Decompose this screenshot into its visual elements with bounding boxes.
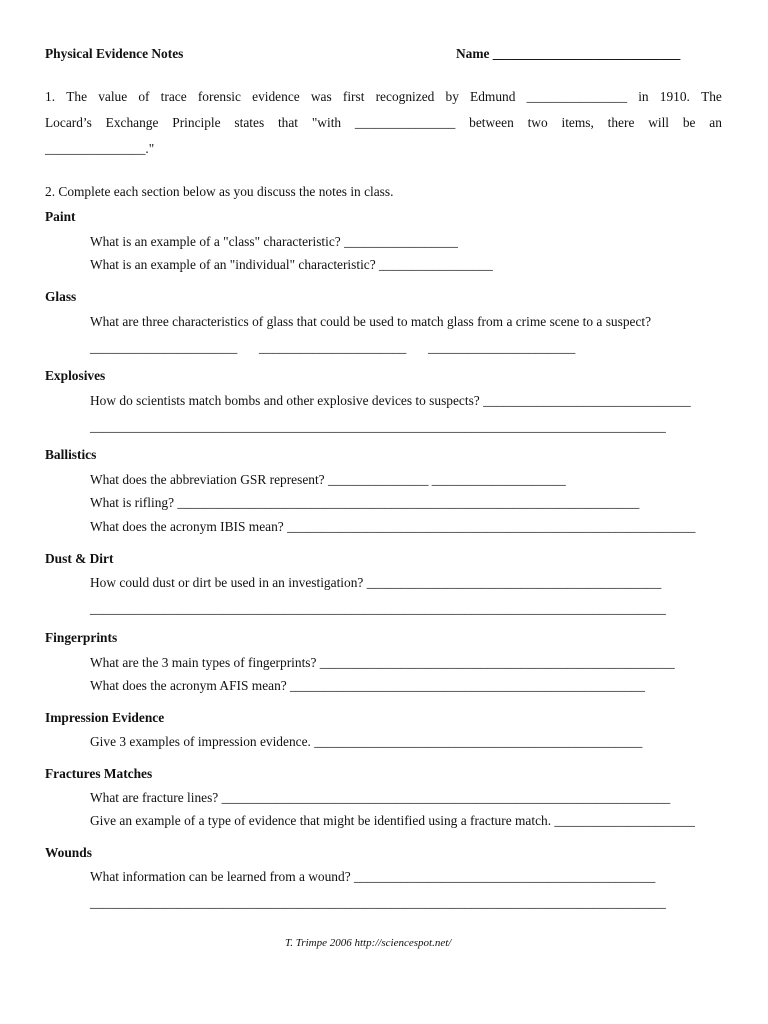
question-1-word: Edmund: [470, 89, 516, 104]
fingerprints-question-afis[interactable]: What does the acronym AFIS mean? _____________________________________________________: [90, 678, 645, 693]
ballistics-question-ibis[interactable]: What does the acronym IBIS mean? _____________________________________________________________: [90, 519, 696, 534]
ballistics-question-gsr[interactable]: What does the abbreviation GSR represent? _______________ ____________________: [90, 472, 566, 487]
question-1-word: states: [234, 115, 265, 130]
question-1-word: Exchange: [105, 115, 159, 130]
question-1-line-3: _______________.": [45, 141, 155, 156]
question-1-word: 1.: [45, 89, 56, 104]
wounds-question[interactable]: What information can be learned from a wound? _____________________________________________: [90, 869, 656, 884]
section-heading-fingerprints: Fingerprints: [45, 630, 118, 645]
question-1-word: Principle: [172, 115, 221, 130]
wounds-answer-line[interactable]: ______________________________________________________________________________________: [90, 895, 666, 910]
explosives-answer-line[interactable]: ______________________________________________________________________________________: [90, 419, 666, 434]
explosives-question[interactable]: How do scientists match bombs and other explosive devices to suspects? _______________________________: [90, 393, 691, 408]
question-1-word: of: [138, 89, 150, 104]
question-1-word: _______________: [354, 115, 456, 130]
question-1-word: forensic: [197, 89, 241, 104]
question-1-word: there: [607, 115, 635, 130]
question-1-word: value: [98, 89, 128, 104]
section-heading-dust: Dust & Dirt: [45, 551, 114, 566]
section-heading-impression: Impression Evidence: [45, 710, 165, 725]
question-1-word: two: [527, 115, 548, 130]
question-1-word: by: [445, 89, 459, 104]
glass-blank-3[interactable]: ______________________: [428, 340, 576, 355]
worksheet-title: Physical Evidence Notes: [45, 46, 184, 61]
question-1-word: recognized: [375, 89, 435, 104]
section-heading-paint: Paint: [45, 209, 76, 224]
question-1-line-2: [45, 115, 722, 131]
section-heading-explosives: Explosives: [45, 368, 106, 383]
question-1-word: Locard’s: [45, 115, 92, 130]
question-1-word: trace: [160, 89, 187, 104]
section-heading-ballistics: Ballistics: [45, 447, 97, 462]
question-1-word: The: [66, 89, 88, 104]
glass-blank-1[interactable]: ______________________: [90, 340, 238, 355]
fractures-question-lines[interactable]: What are fracture lines? ___________________________________________________________________: [90, 790, 671, 805]
question-2-intro: 2. Complete each section below as you discuss the notes in class.: [45, 184, 394, 199]
footer-credit: T. Trimpe 2006 http://sciencespot.net/: [285, 937, 452, 949]
impression-question[interactable]: Give 3 examples of impression evidence. _________________________________________________: [90, 734, 643, 749]
paint-question-class[interactable]: What is an example of a "class" characteristic? _________________: [90, 234, 458, 249]
question-1-word: an: [709, 115, 722, 130]
paint-question-individual[interactable]: What is an example of an "individual" characteristic? _________________: [90, 257, 493, 272]
dust-answer-line[interactable]: ______________________________________________________________________________________: [90, 601, 666, 616]
question-1-word: evidence: [252, 89, 300, 104]
glass-question: What are three characteristics of glass that could be used to match glass from a crime scene to a suspect?: [90, 314, 652, 329]
fingerprints-question-types[interactable]: What are the 3 main types of fingerprints? _____________________________________________________: [90, 655, 675, 670]
section-heading-wounds: Wounds: [45, 845, 92, 860]
section-heading-fractures: Fractures Matches: [45, 766, 153, 781]
question-1-word: _______________: [526, 89, 628, 104]
question-1-word: be: [682, 115, 696, 130]
ballistics-question-rifling[interactable]: What is rifling? _____________________________________________________________________: [90, 495, 640, 510]
question-1-word: "with: [311, 115, 342, 130]
question-1-word: that: [277, 115, 299, 130]
question-1-word: 1910.: [659, 89, 690, 104]
question-1-word: will: [648, 115, 670, 130]
question-1-word: between: [469, 115, 514, 130]
question-1-word: items,: [561, 115, 594, 130]
dust-question[interactable]: How could dust or dirt be used in an investigation? ____________________________________________: [90, 575, 662, 590]
section-heading-glass: Glass: [45, 289, 77, 304]
name-field[interactable]: Name ____________________________: [456, 46, 681, 61]
fractures-question-example[interactable]: Give an example of a type of evidence that might be identified using a fracture match. _____________________: [90, 813, 696, 828]
question-1-word: was: [310, 89, 332, 104]
question-1-word: first: [342, 89, 365, 104]
question-1-line-1: [45, 89, 722, 105]
question-1-word: The: [701, 89, 722, 104]
question-1-word: in: [638, 89, 649, 104]
glass-blank-2[interactable]: ______________________: [259, 340, 407, 355]
